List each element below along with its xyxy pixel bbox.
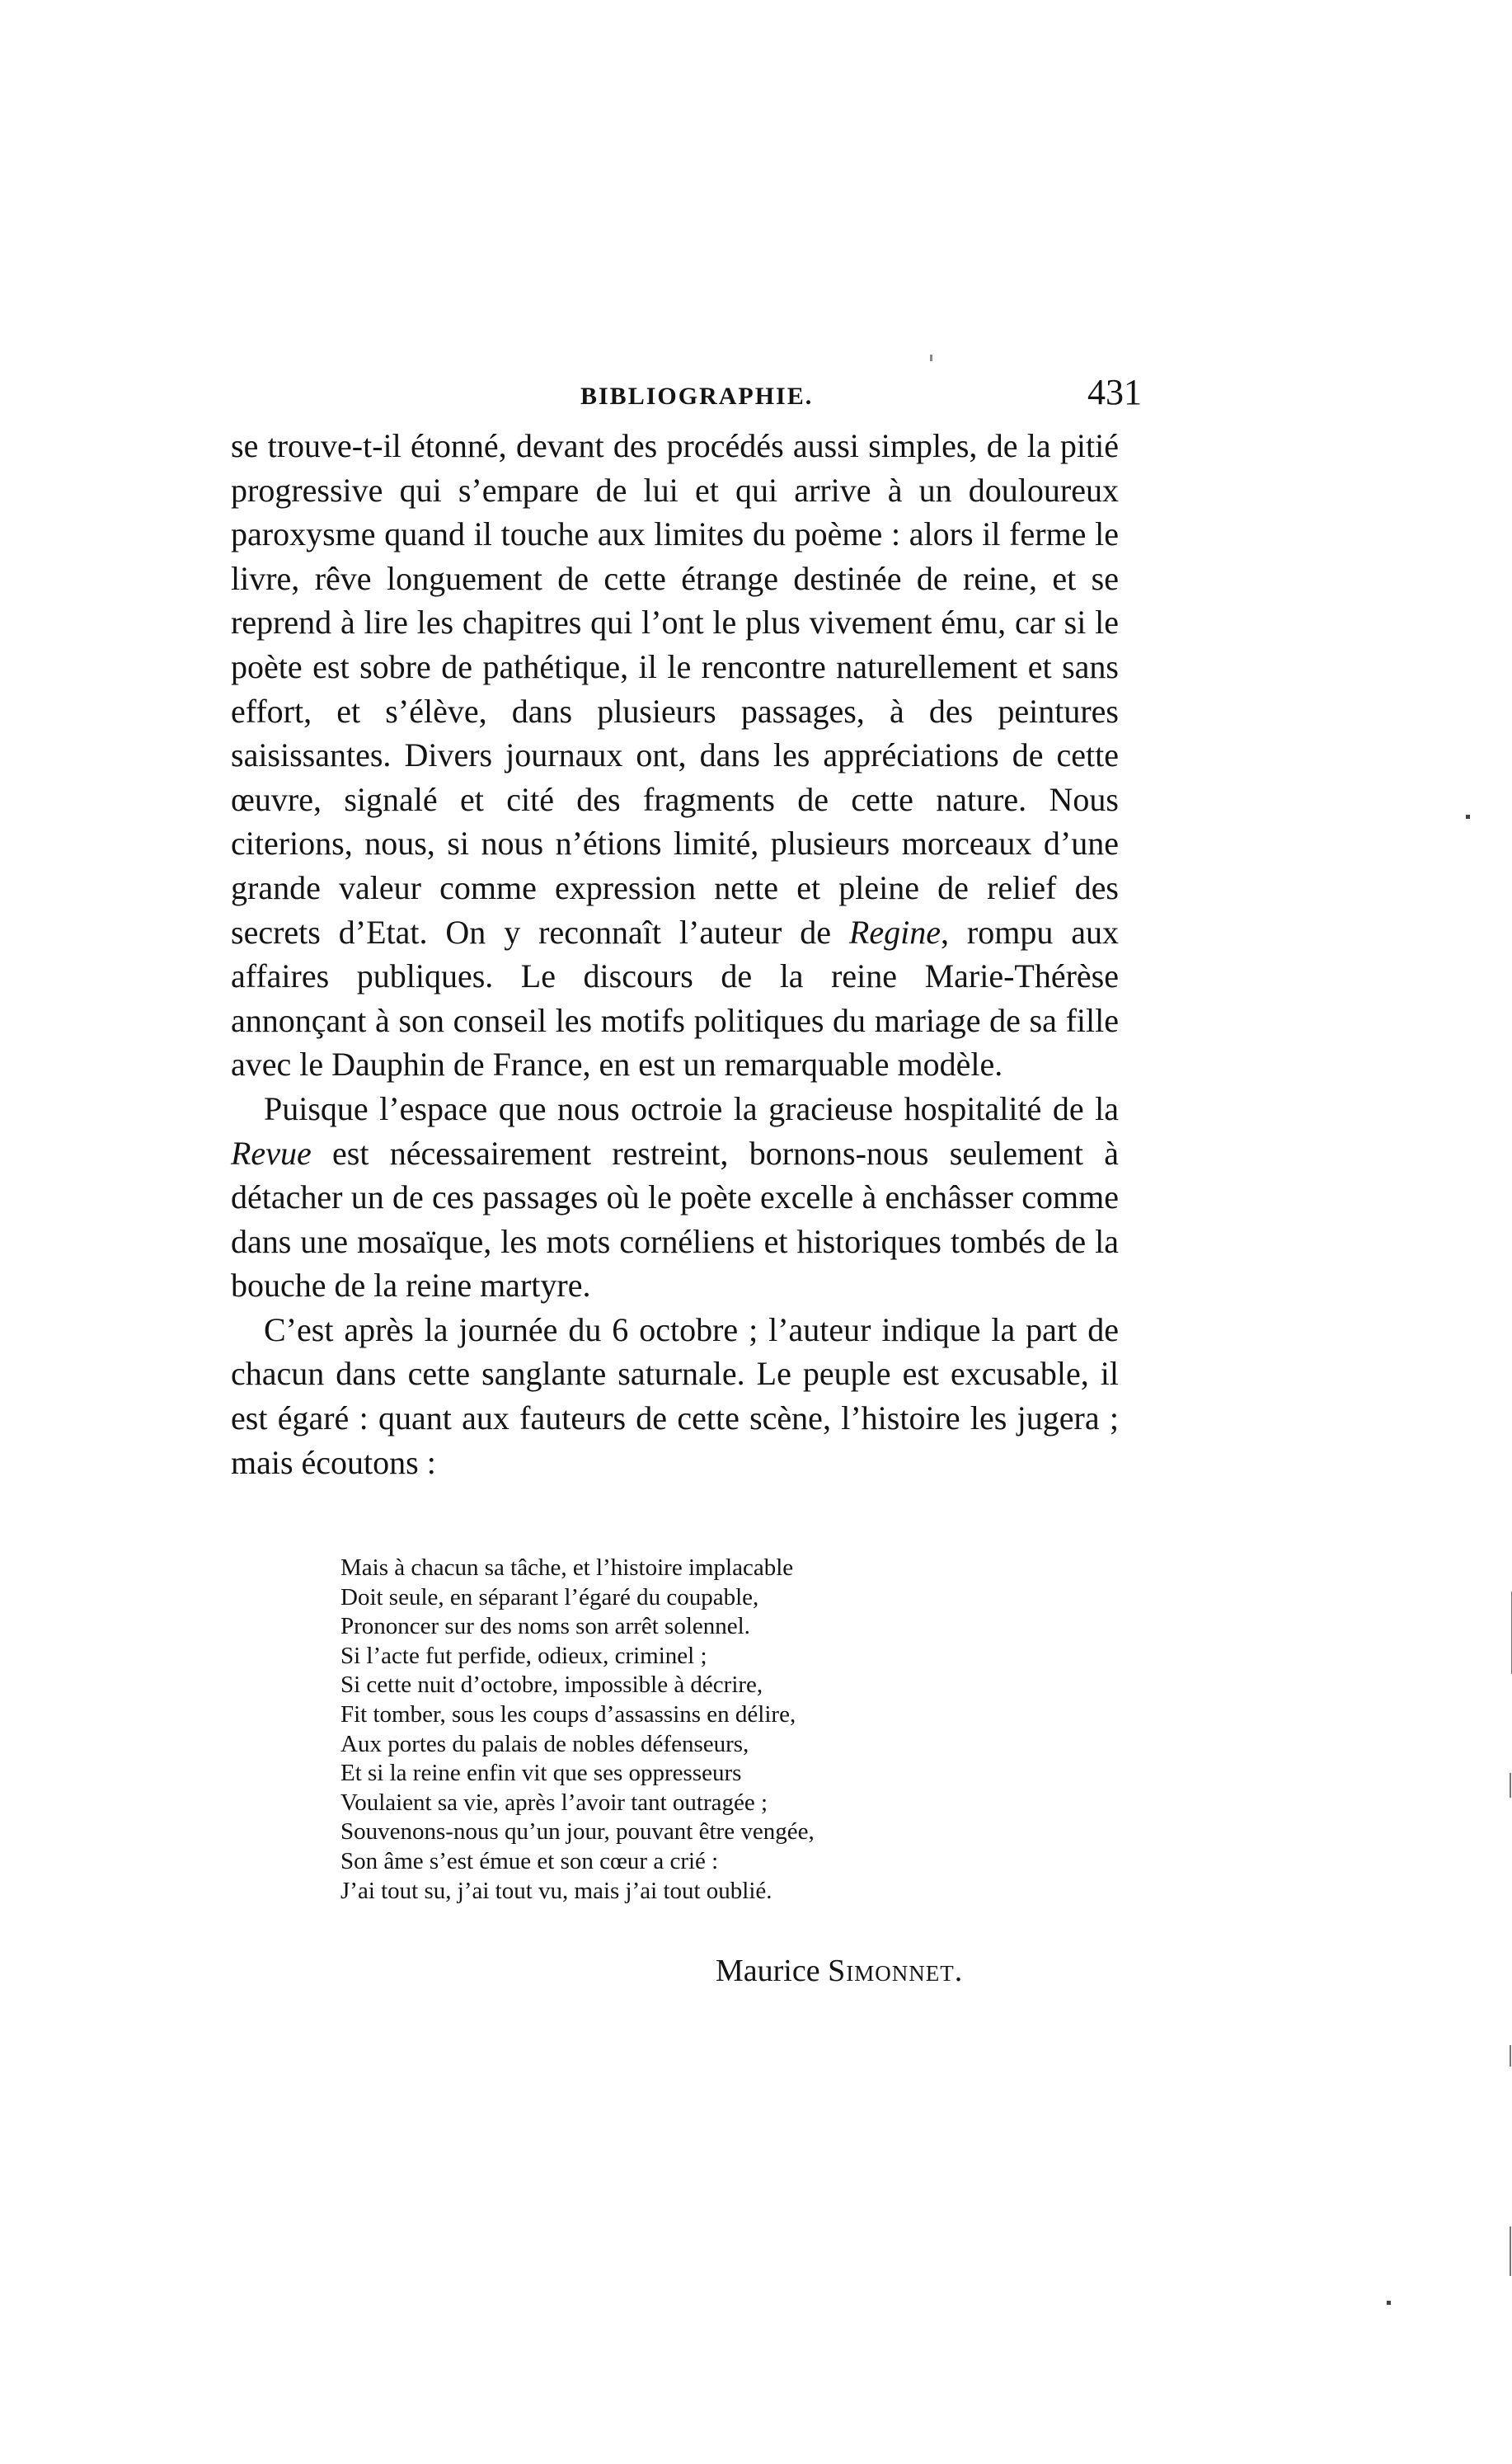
paragraph-3: C’est après la journée du 6 octobre ; l’auteur indique la part de chacun dans cette sanglante saturnale. Le peuple est excusable, il est égaré : quant aux fauteurs de cette scène, l’histoire les jugera ; mais écoutons : (231, 1310, 1119, 1481)
scan-speck (1510, 1773, 1511, 1798)
verse-line: Si l’acte fut perfide, odieux, criminel ; (340, 1642, 707, 1669)
paragraph-1-text-before: se trouve-t-il étonné, devant des procédés aussi simples, de la pitié progressive qui s’empare de lui et qui arrive à un douloureux paroxysme quand il touche aux limites du poème : alors il ferme le livre, rêve longuement de cette étrange destinée de reine, et se reprend à lire les chapitres qui l’ont le plus vivement ému, car si le poète est sobre de pathétique, il le rencontre naturellement et sans effort, et s’élève, dans plusieurs passages, à des peintures saisissantes. Divers journaux ont, dans les appréciations de cette œuvre, signalé et cité des fragments de cette nature. Nous citerions, nous, si nous n’étions limité, plusieurs morceaux d’une grande valeur comme expression nette et pleine de relief des secrets d’Etat. On y reconnaît l’auteur de (231, 427, 1119, 951)
scan-speck (930, 355, 932, 361)
verse-line: Prononcer sur des noms son arrêt solennel. (340, 1613, 750, 1640)
scan-speck (1510, 2227, 1511, 2276)
scan-speck (1466, 815, 1470, 819)
paragraph-2-italic-title: Revue (231, 1134, 312, 1172)
verse-line: Son âme s’est émue et son cœur a crié : (340, 1847, 719, 1874)
signature-surname: Simonnet. (828, 1954, 964, 1988)
paragraph-1-italic-title: Regine (848, 913, 941, 951)
verse-line: Doit seule, en séparant l’égaré du coupable, (340, 1583, 759, 1611)
scan-speck (1510, 2045, 1511, 2067)
verse-quotation (340, 1554, 815, 1906)
paragraph-1-text-after: , rompu aux affaires publiques. Le discours de la reine Marie-Thérèse annonçant à son conseil les motifs politiques du mariage de sa fille avec le Dauphin de France, en est un remarquable modèle. (231, 913, 1119, 1084)
paragraph-2-text-after: est nécessairement restreint, bornons-nous seulement à détacher un de ces passages où le poète excelle à enchâsser comme dans une mosaïque, les mots cornéliens et historiques tombés de la bouche de la reine martyre. (231, 1134, 1119, 1305)
verse-line: Voulaient sa vie, après l’avoir tant outragée ; (340, 1789, 768, 1816)
verse-line: Fit tomber, sous les coups d’assassins en délire, (340, 1700, 796, 1728)
verse-line: Aux portes du palais de nobles défenseurs, (340, 1730, 749, 1757)
body-text (231, 424, 1119, 1484)
page-header (231, 371, 1142, 421)
verse-line: Et si la reine enfin vit que ses oppresseurs (340, 1760, 742, 1787)
page-number: 431 (1087, 372, 1142, 412)
running-head: BIBLIOGRAPHIE. (580, 383, 814, 410)
author-signature (716, 1953, 963, 1989)
verse-line: J’ai tout su, j’ai tout vu, mais j’ai tout oublié. (340, 1877, 772, 1904)
verse-line: Mais à chacun sa tâche, et l’histoire implacable (340, 1554, 794, 1581)
paragraph-2 (231, 1087, 1119, 1308)
scan-speck (1387, 2301, 1391, 2305)
paragraph-1 (231, 424, 1119, 1087)
signature-first-name: Maurice (716, 1954, 820, 1988)
verse-line: Souvenons-nous qu’un jour, pouvant être vengée, (340, 1818, 815, 1846)
paragraph-2-text-before: Puisque l’espace que nous octroie la gracieuse hospitalité de la (264, 1089, 1119, 1127)
verse-line: Si cette nuit d’octobre, impossible à décrire, (340, 1672, 763, 1699)
